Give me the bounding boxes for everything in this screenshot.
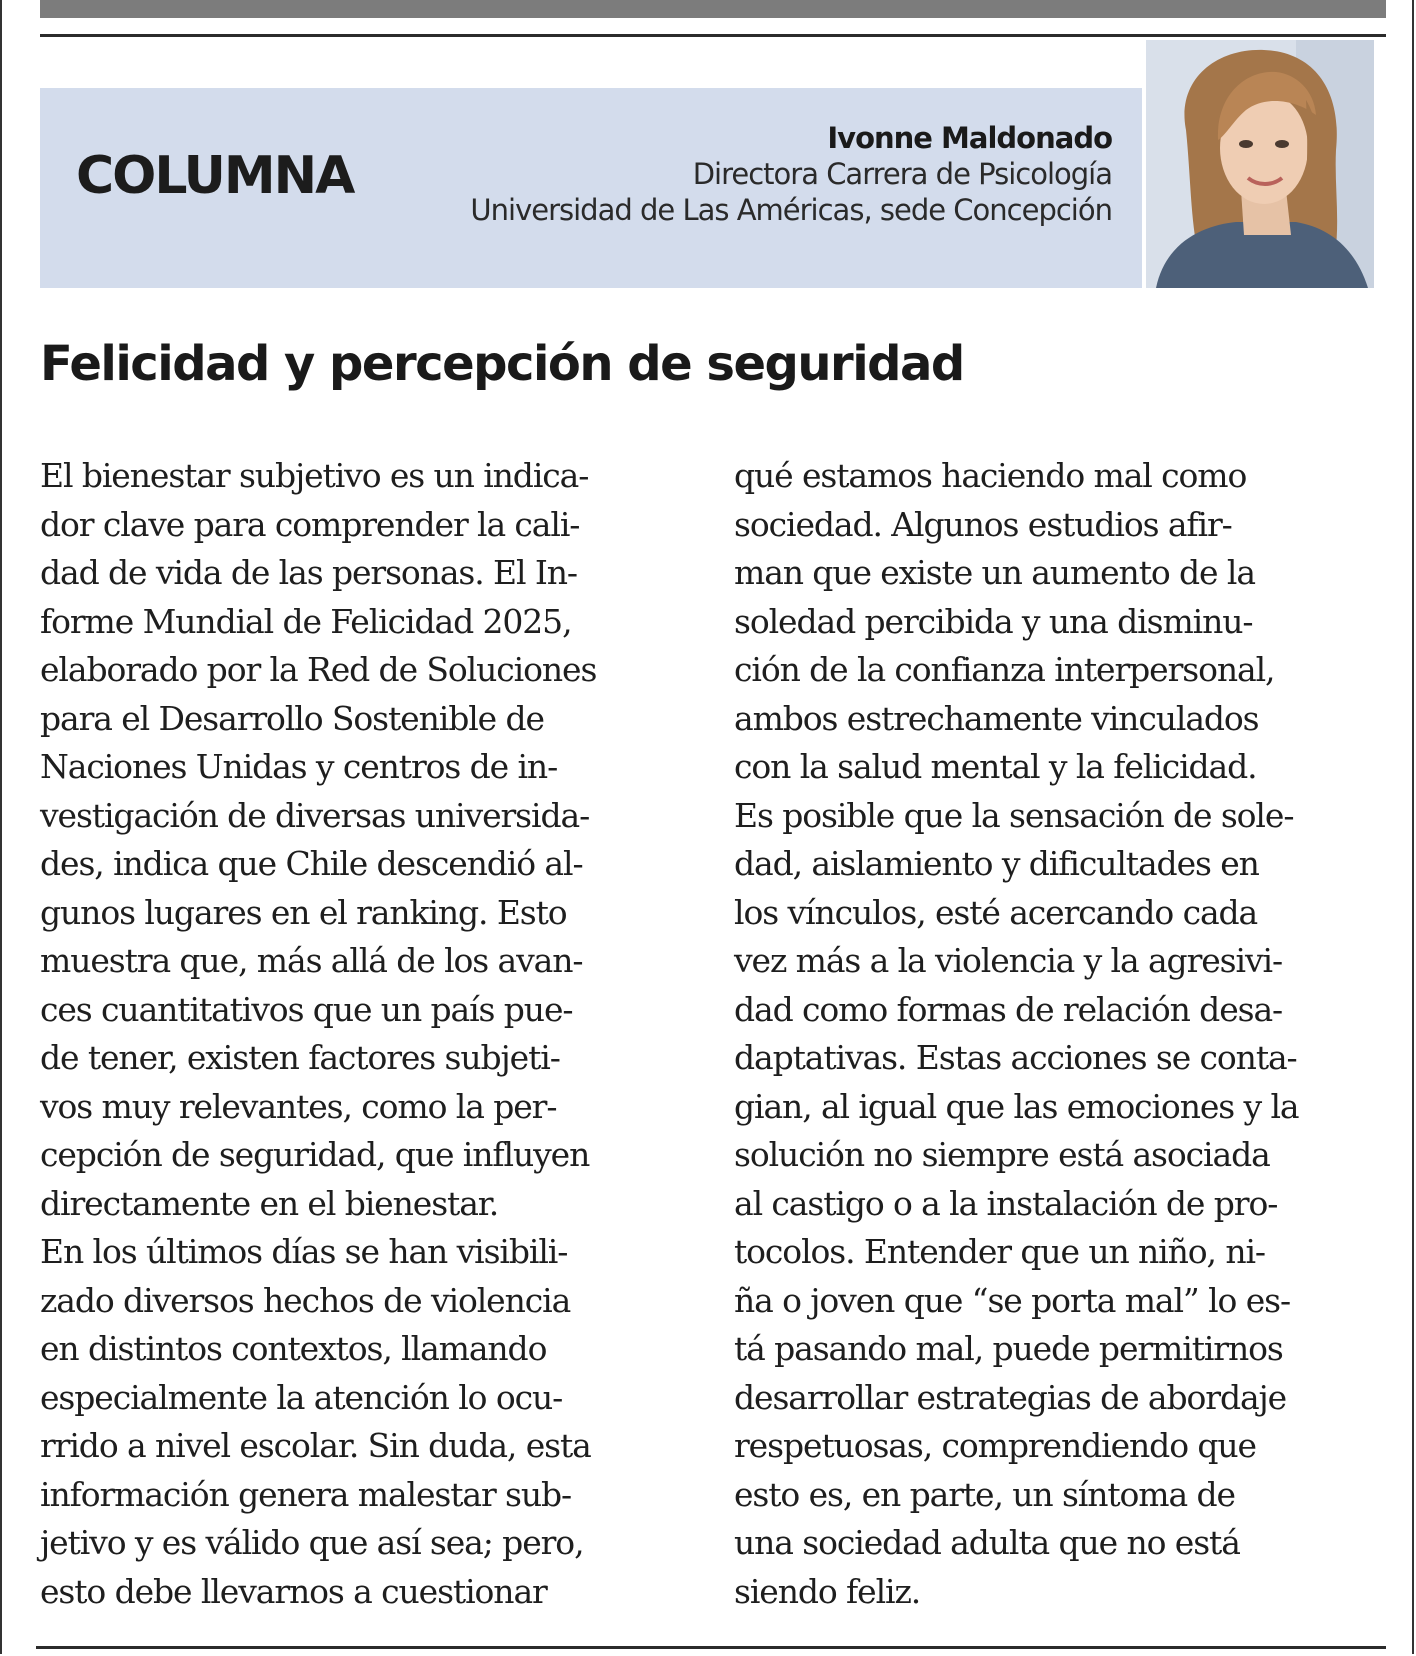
article-line: ces cuantitativos que un país pue-: [40, 989, 573, 1029]
article-line: tá pasando mal, puede permitirnos: [734, 1329, 1283, 1368]
article-line: especialmente la atención lo ocu-: [40, 1377, 563, 1417]
article-line: solución no siempre está asociada: [734, 1135, 1270, 1174]
article-line: dad como formas de relación desa-: [734, 989, 1283, 1029]
article-line: vez más a la violencia y la agresivi-: [734, 941, 1283, 980]
article-line: En los últimos días se han visibili-: [40, 1232, 568, 1271]
article-line: respetuosas, comprendiendo que: [734, 1426, 1256, 1465]
article-line: ña o joven que “se porta mal” lo es-: [734, 1280, 1291, 1320]
article-line: muestra que, más allá de los avan-: [40, 941, 583, 980]
article-line: esto debe llevarnos a cuestionar: [40, 1571, 547, 1611]
article-column-right: [734, 452, 1394, 1616]
article-line: Es posible que la sensación de sole-: [734, 795, 1294, 835]
top-bar: [40, 0, 1386, 18]
article-line: dor clave para comprender la cali-: [40, 504, 580, 544]
article-line: en distintos contextos, llamando: [40, 1329, 547, 1368]
article-line: con la salud mental y la felicidad.: [734, 747, 1257, 786]
article-line: jetivo y es válido que así sea; pero,: [40, 1523, 584, 1562]
article-line: directamente en el bienestar.: [40, 1183, 499, 1223]
author-role: Directora Carrera de Psicología: [692, 157, 1112, 191]
article-line: al castigo o a la instalación de pro-: [734, 1183, 1278, 1223]
article-line: El bienestar subjetivo es un indica-: [40, 456, 589, 495]
author-photo: [1146, 40, 1374, 288]
article-line: vos muy relevantes, como la per-: [40, 1086, 557, 1126]
article-line: forme Mundial de Felicidad 2025,: [40, 601, 572, 641]
byline: [470, 120, 1112, 228]
bottom-rule: [36, 1646, 1386, 1649]
article-line: cepción de seguridad, que influyen: [40, 1135, 590, 1174]
article-column-left: [40, 452, 690, 1616]
article-line: una sociedad adulta que no está: [734, 1523, 1240, 1562]
column-header: [40, 88, 1142, 288]
article-line: Naciones Unidas y centros de in-: [40, 747, 558, 786]
top-rule: [40, 34, 1386, 37]
article-line: daptativas. Estas acciones se conta-: [734, 1038, 1297, 1077]
article-line: siendo feliz.: [734, 1571, 921, 1611]
article-line: gunos lugares en el ranking. Esto: [40, 892, 567, 932]
author-institution: Universidad de Las Américas, sede Concepción: [470, 193, 1112, 227]
article-line: sociedad. Algunos estudios afir-: [734, 504, 1232, 544]
article-line: para el Desarrollo Sostenible de: [40, 698, 544, 738]
article-line: vestigación de diversas universida-: [40, 795, 590, 835]
article-line: desarrollar estrategias de abordaje: [734, 1377, 1287, 1417]
article-line: de tener, existen factores subjeti-: [40, 1038, 560, 1077]
article-line: información genera malestar sub-: [40, 1474, 572, 1514]
section-label: COLUMNA: [76, 146, 354, 206]
article-line: dad de vida de las personas. El In-: [40, 553, 577, 592]
article-line: des, indica que Chile descendió al-: [40, 844, 583, 883]
article-line: qué estamos haciendo mal como: [734, 456, 1247, 495]
article-line: tocolos. Entender que un niño, ni-: [734, 1232, 1265, 1271]
article-line: los vínculos, esté acercando cada: [734, 892, 1258, 932]
article-line: dad, aislamiento y dificultades en: [734, 844, 1259, 883]
article-line: rrido a nivel escolar. Sin duda, esta: [40, 1426, 591, 1465]
article-line: man que existe un aumento de la: [734, 553, 1255, 592]
article-line: elaborado por la Red de Soluciones: [40, 650, 597, 689]
article-line: esto es, en parte, un síntoma de: [734, 1474, 1235, 1514]
author-name: Ivonne Maldonado: [827, 121, 1112, 155]
article-line: ambos estrechamente vinculados: [734, 698, 1259, 738]
article-line: soledad percibida y una disminu-: [734, 601, 1253, 641]
article-line: gian, al igual que las emociones y la: [734, 1086, 1299, 1126]
article-line: ción de la confianza interpersonal,: [734, 650, 1275, 689]
article-line: zado diversos hechos de violencia: [40, 1280, 571, 1320]
article-title: Felicidad y percepción de seguridad: [40, 336, 964, 392]
